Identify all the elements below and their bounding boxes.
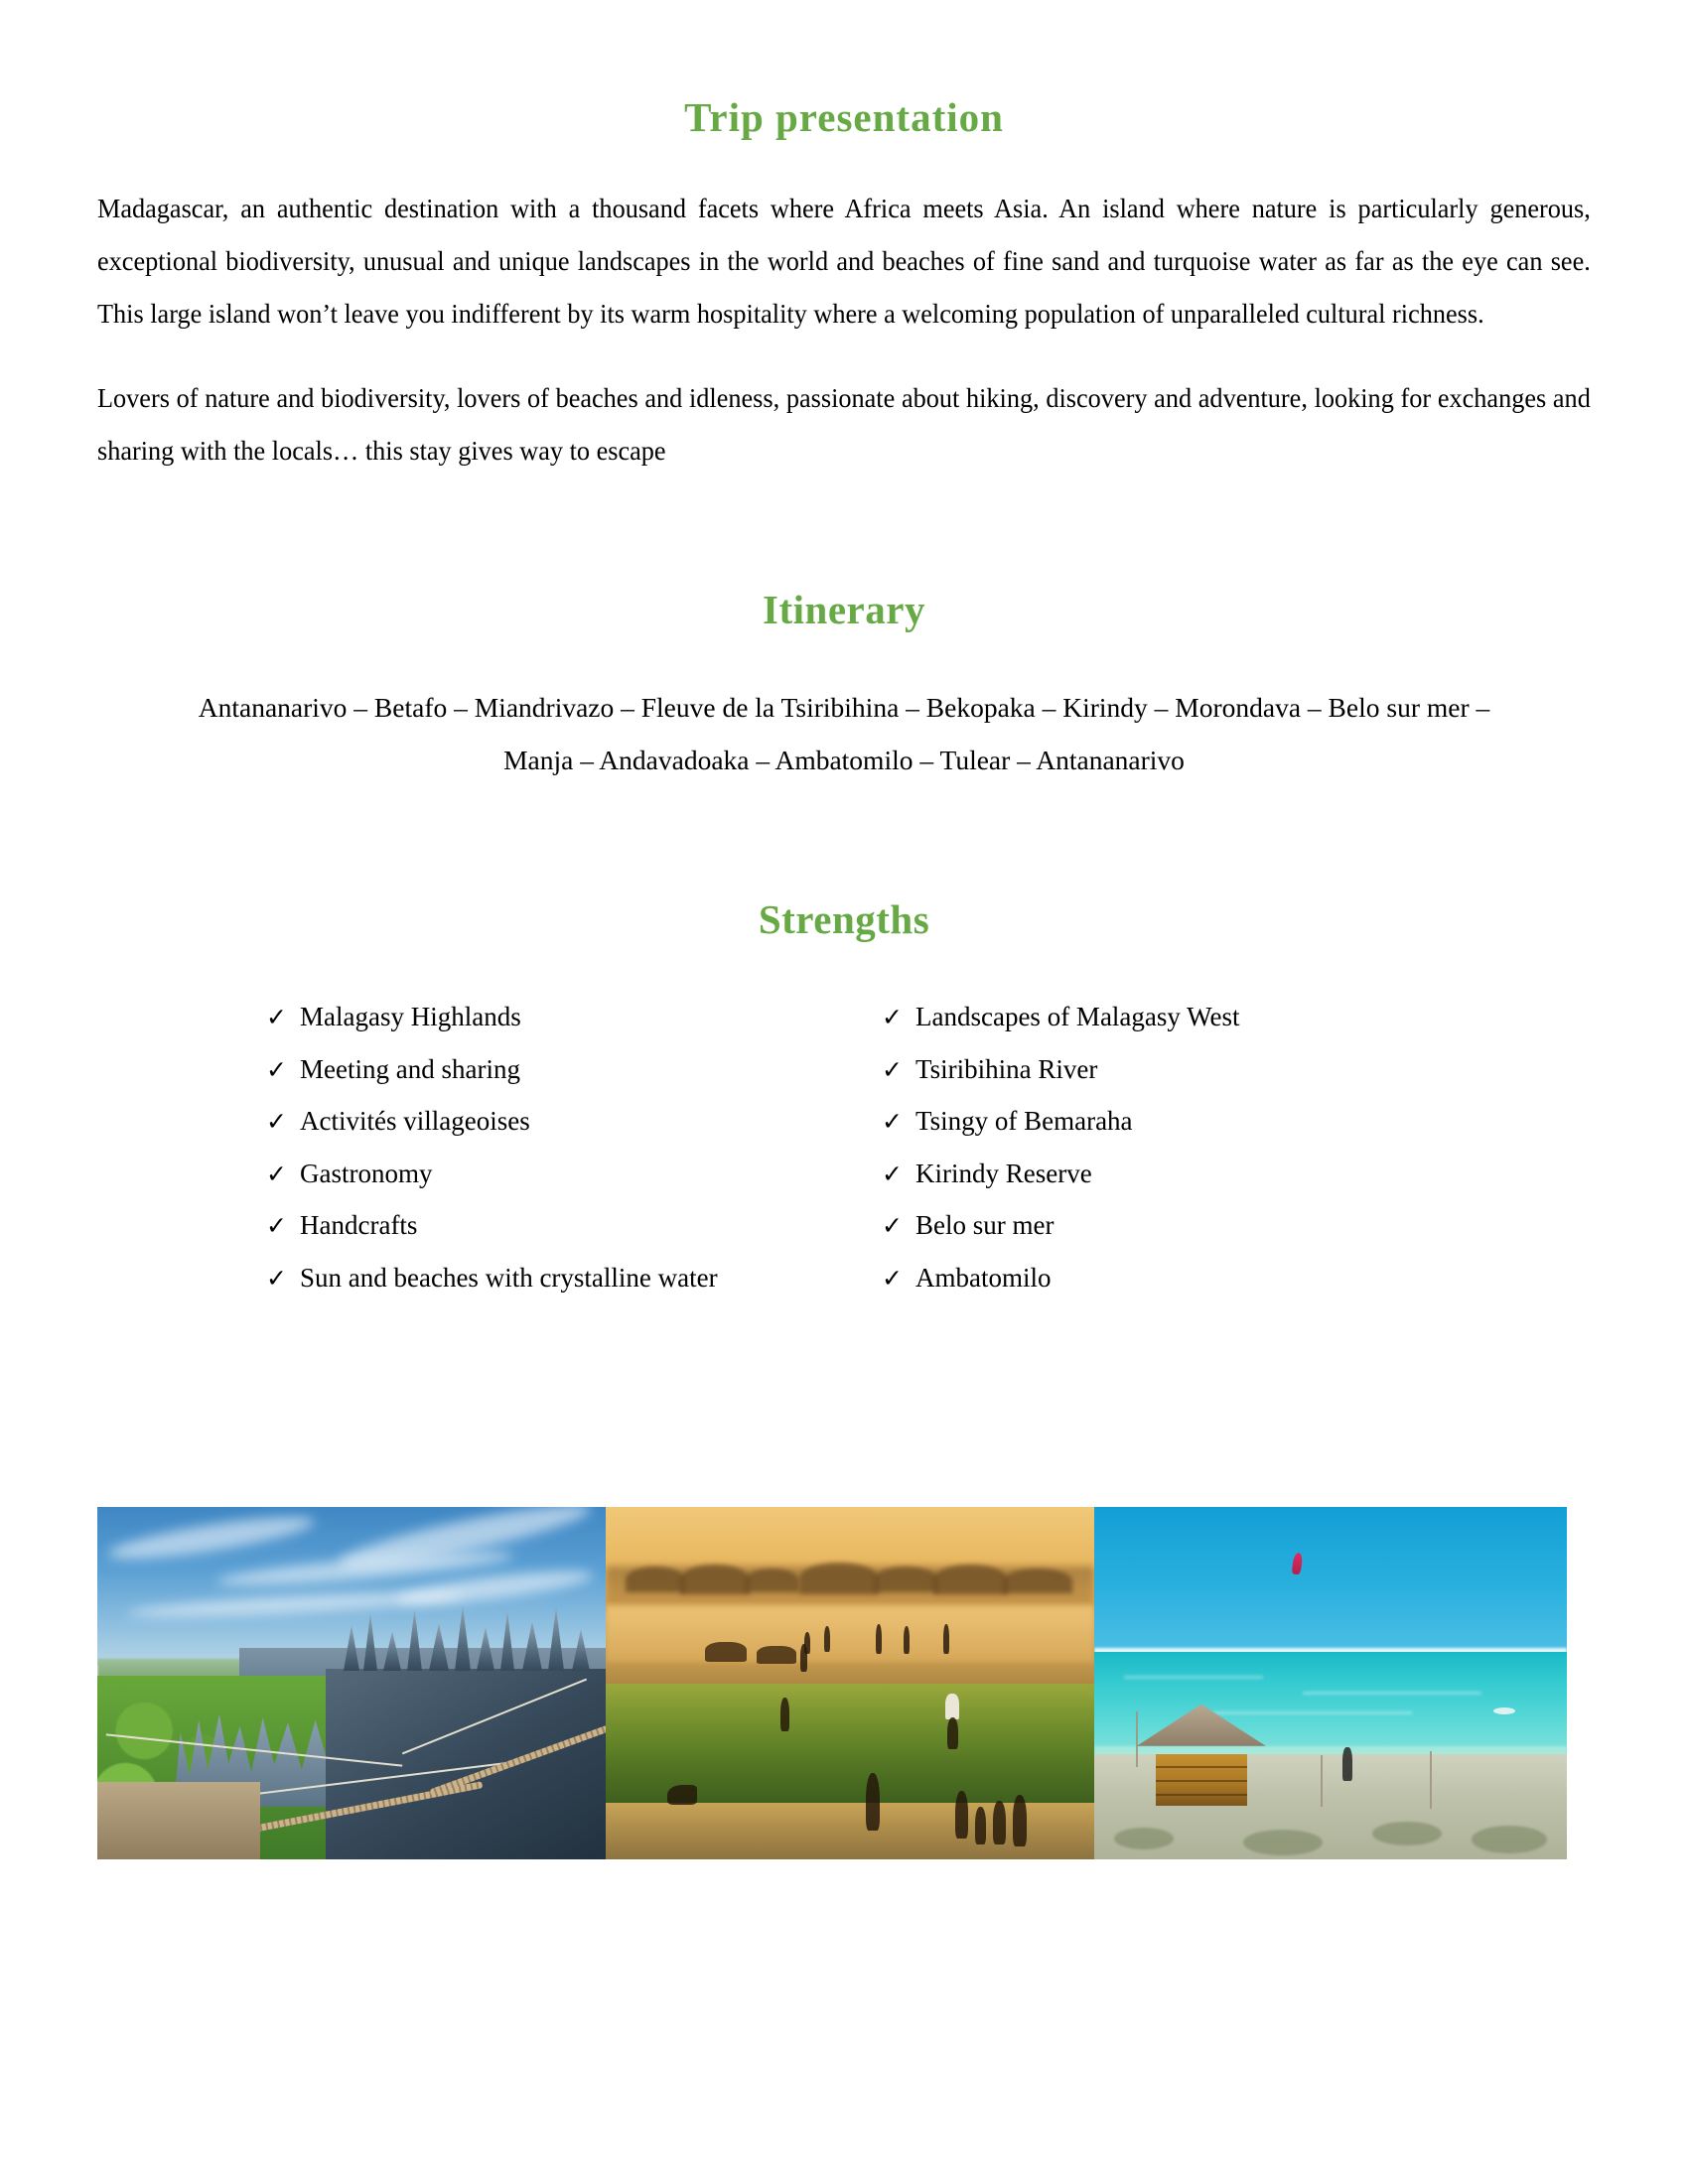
list-item [266, 1043, 882, 1096]
list-item [266, 1199, 882, 1252]
itinerary-route [97, 681, 1591, 786]
photo2-person [993, 1801, 1006, 1844]
list-item-label: Sun and beaches with crystalline water [300, 1262, 718, 1293]
photo2-person [800, 1644, 807, 1672]
photo2-person [947, 1717, 958, 1749]
section-heading-itinerary: Itinerary [763, 587, 925, 632]
photo3-water-streak [1213, 1711, 1412, 1714]
spacer-before-itinerary [97, 477, 1591, 586]
document-content [97, 0, 1591, 1303]
photo3-person [1342, 1747, 1352, 1781]
check-icon: ✓ [882, 1263, 903, 1293]
photo3-water-streak [1124, 1676, 1263, 1679]
photo3-bare-tree [1321, 1755, 1323, 1807]
photo-strip [97, 1507, 1567, 1859]
trip-presentation-paragraph-2 [97, 371, 1591, 477]
list-item [882, 1095, 1438, 1148]
photo3-scrub [1114, 1828, 1174, 1849]
photo3-hut-slat [1156, 1766, 1247, 1768]
photo2-tree [874, 1567, 938, 1592]
check-icon: ✓ [266, 1054, 287, 1084]
photo1-foreground-rock [97, 1782, 260, 1859]
list-item [266, 1095, 882, 1148]
list-item-label: Landscapes of Malagasy West [915, 1002, 1240, 1031]
photo2-person [975, 1807, 986, 1844]
list-item [266, 1148, 882, 1200]
photo2-person [904, 1626, 910, 1654]
photo2-tree [745, 1569, 799, 1592]
itinerary-route-line-2: Manja – Andavadoaka – Ambatomilo – Tulear – Antananarivo [503, 745, 1185, 775]
list-item-label: Ambatomilo [915, 1262, 1052, 1293]
list-item-label: Malagasy Highlands [300, 1002, 521, 1031]
trip-presentation-paragraph-1 [97, 182, 1591, 340]
list-item [266, 1252, 882, 1304]
list-item-label: Tsiribihina River [915, 1053, 1098, 1084]
photo2-tree [626, 1567, 685, 1592]
strengths-lists [97, 991, 1591, 1303]
photo3-bare-tree [1136, 1711, 1138, 1767]
check-icon: ✓ [882, 1211, 903, 1240]
photo2-tree [680, 1565, 750, 1594]
spacer-before-strengths [97, 786, 1591, 895]
photo2-person-white-shirt [945, 1694, 959, 1719]
photo3-hut-slat [1156, 1794, 1247, 1796]
strengths-right-column [882, 991, 1438, 1303]
photo2-person [876, 1624, 882, 1654]
check-icon: ✓ [882, 1003, 903, 1031]
check-icon: ✓ [882, 1054, 903, 1084]
photo2-person [780, 1698, 789, 1731]
check-icon: ✓ [882, 1159, 903, 1188]
check-icon: ✓ [266, 1003, 287, 1031]
photo3-sky [1094, 1507, 1567, 1652]
photo-rice-paddy-sunset [606, 1507, 1094, 1859]
list-item [882, 1199, 1438, 1252]
list-item [882, 1252, 1438, 1304]
photo2-person [866, 1773, 880, 1831]
list-item-label: Tsingy of Bemaraha [915, 1106, 1133, 1136]
photo2-zebu [705, 1642, 747, 1662]
list-item [266, 991, 882, 1043]
photo2-tree [799, 1563, 879, 1594]
photo3-water-streak [1303, 1692, 1481, 1695]
list-item-label: Gastronomy [300, 1158, 433, 1188]
photo2-zebu [757, 1646, 796, 1664]
list-item-label: Handcrafts [300, 1210, 418, 1240]
strengths-left-column [266, 991, 882, 1303]
list-item [882, 1148, 1438, 1200]
check-icon: ✓ [882, 1107, 903, 1136]
list-item-label: Meeting and sharing [300, 1053, 520, 1084]
photo3-scrub [1243, 1830, 1323, 1855]
check-icon: ✓ [266, 1211, 287, 1240]
list-item-label: Belo sur mer [915, 1210, 1055, 1240]
list-item-label: Kirindy Reserve [915, 1158, 1092, 1188]
photo3-hut-body [1156, 1754, 1247, 1806]
page-title-trip-presentation: Trip presentation [684, 94, 1004, 140]
check-icon: ✓ [266, 1159, 287, 1188]
photo2-person [1013, 1795, 1027, 1846]
trip-presentation-paragraph-2-text: Lovers of nature and biodiversity, lovers of beaches and idleness, passionate about hiking, discovery and adventure, looking for exchanges and sharing with the locals… this stay gives way to escape [97, 382, 1591, 466]
list-item-label: Activités villageoises [300, 1106, 530, 1136]
photo3-scrub [1472, 1826, 1547, 1853]
photo-tsingy-suspension-bridge [97, 1507, 606, 1859]
check-icon: ✓ [266, 1263, 287, 1293]
list-item [882, 991, 1438, 1043]
section-heading-strengths: Strengths [758, 896, 930, 942]
list-item [882, 1043, 1438, 1096]
photo2-dust-haze [606, 1605, 1094, 1662]
photo2-person [943, 1624, 949, 1654]
itinerary-route-line-1: Antananarivo – Betafo – Miandrivazo – Fleuve de la Tsiribihina – Bekopaka – Kirindy – Morondava – Belo sur mer – [198, 692, 1490, 723]
photo2-person [955, 1791, 968, 1839]
photo2-tree [933, 1565, 1008, 1594]
photo3-scrub [1372, 1822, 1442, 1845]
check-icon: ✓ [266, 1107, 287, 1136]
photo2-tree [1003, 1569, 1072, 1593]
photo3-hut-slat [1156, 1780, 1247, 1782]
photo2-person [824, 1626, 830, 1652]
photo1-cliff [326, 1669, 606, 1859]
photo2-person-bending [667, 1785, 697, 1805]
photo-turquoise-lagoon-bungalow [1094, 1507, 1567, 1859]
photo3-bare-tree [1430, 1751, 1432, 1809]
trip-presentation-paragraph-1-text: Madagascar, an authentic destination with a thousand facets where Africa meets Asia. An island where nature is particularly generous, exceptional biodiversity, unusual and unique landscapes in the world and beaches of fine sand and turquoise water as far as the eye can see. This large island won’t leave you indifferent by its warm hospitality where a welcoming population of unparalleled cultural richness. [97, 193, 1591, 329]
